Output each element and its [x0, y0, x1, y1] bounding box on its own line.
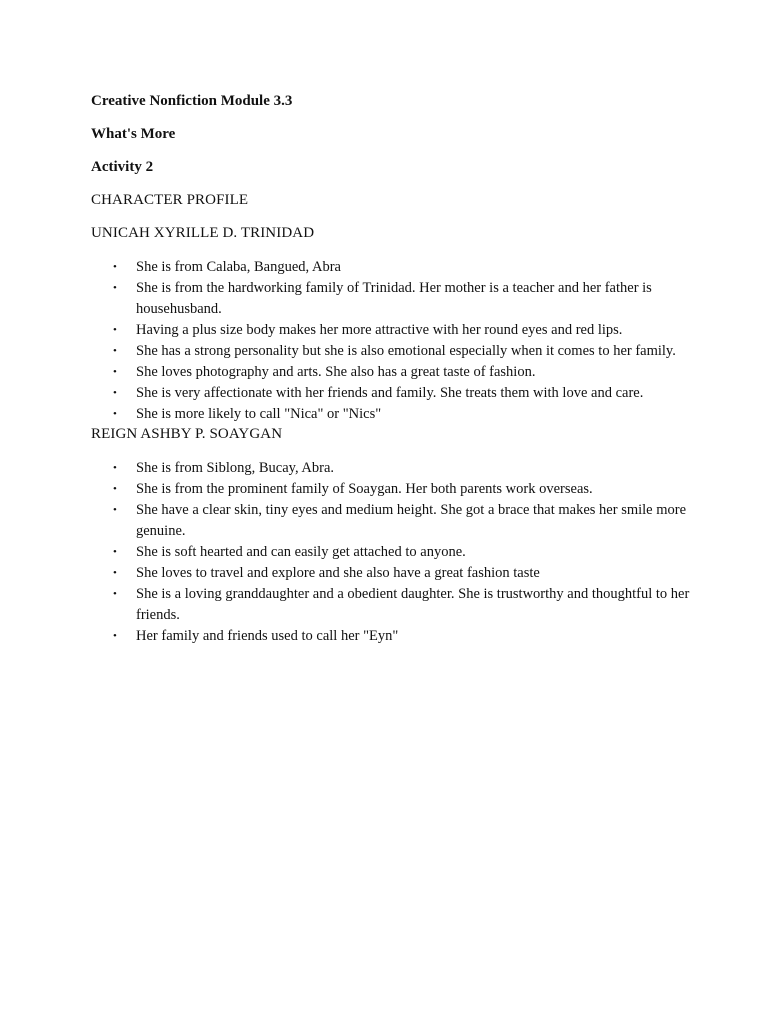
list-item: [91, 500, 691, 542]
bullet-icon: •: [113, 282, 117, 294]
bullet-icon: •: [113, 546, 117, 558]
list-item: [91, 341, 691, 362]
list-item: [91, 362, 691, 383]
list-item-text: Her family and friends used to call her "Eyn": [136, 628, 399, 644]
document-page: [91, 92, 691, 647]
bullet-icon: •: [113, 261, 117, 273]
profile-list-2: [91, 458, 691, 647]
bullet-icon: •: [113, 483, 117, 495]
bullet-icon: •: [113, 588, 117, 600]
list-item-text: She is soft hearted and can easily get attached to anyone.: [136, 544, 466, 560]
activity-title: Activity 2: [91, 159, 154, 175]
list-item: [91, 584, 691, 626]
bullet-icon: •: [113, 408, 117, 420]
list-item: [91, 320, 691, 341]
list-item-text: She is from Siblong, Bucay, Abra.: [136, 460, 335, 476]
bullet-icon: •: [113, 345, 117, 357]
section-title: What's More: [91, 126, 176, 142]
profile-list-1: [91, 257, 691, 425]
list-item-text: She have a clear skin, tiny eyes and medium height. She got a brace that makes her smile more genuine.: [136, 502, 687, 539]
list-item: [91, 257, 691, 278]
profile-name-1: UNICAH XYRILLE D. TRINIDAD: [91, 225, 315, 241]
list-item-text: She loves photography and arts. She also has a great taste of fashion.: [136, 364, 536, 380]
list-item-text: She is from the hardworking family of Trinidad. Her mother is a teacher and her father is househusband.: [136, 280, 652, 317]
list-item-text: Having a plus size body makes her more attractive with her round eyes and red lips.: [136, 322, 623, 338]
module-title: Creative Nonfiction Module 3.3: [91, 93, 293, 109]
list-item: [91, 404, 691, 425]
list-item-text: She is very affectionate with her friends and family. She treats them with love and care.: [136, 385, 644, 401]
list-item: [91, 563, 691, 584]
list-item: [91, 542, 691, 563]
list-item: [91, 278, 691, 320]
bullet-icon: •: [113, 324, 117, 336]
list-item-text: She is more likely to call "Nica" or "Nics": [136, 406, 382, 422]
list-item-text: She is a loving granddaughter and a obedient daughter. She is trustworthy and thoughtful to her friends.: [136, 586, 690, 623]
list-item: [91, 626, 691, 647]
bullet-icon: •: [113, 462, 117, 474]
list-item-text: She is from the prominent family of Soaygan. Her both parents work overseas.: [136, 481, 593, 497]
bullet-icon: •: [113, 504, 117, 516]
bullet-icon: •: [113, 366, 117, 378]
bullet-icon: •: [113, 567, 117, 579]
list-item: [91, 458, 691, 479]
list-item-text: She loves to travel and explore and she also have a great fashion taste: [136, 565, 540, 581]
list-item-text: She is from Calaba, Bangued, Abra: [136, 259, 341, 275]
list-item: [91, 383, 691, 404]
profile-name-2: REIGN ASHBY P. SOAYGAN: [91, 426, 283, 442]
list-item: [91, 479, 691, 500]
bullet-icon: •: [113, 387, 117, 399]
bullet-icon: •: [113, 630, 117, 642]
character-profile-label: CHARACTER PROFILE: [91, 192, 249, 208]
list-item-text: She has a strong personality but she is also emotional especially when it comes to her family.: [136, 343, 676, 359]
